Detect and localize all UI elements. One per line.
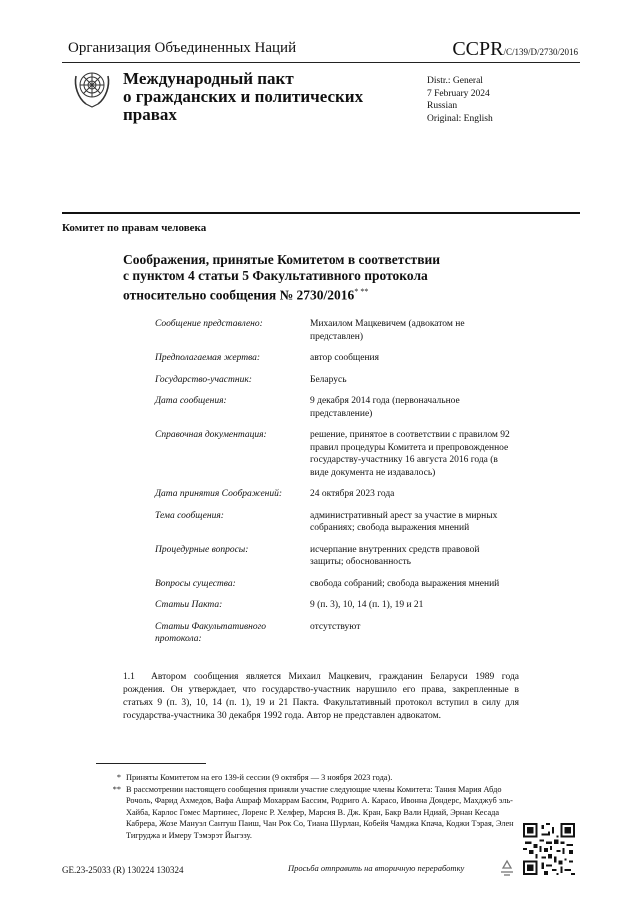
document-title [123, 70, 403, 124]
info-label: Справочная документация: [155, 430, 267, 440]
footnote-mark: ** [112, 784, 121, 794]
info-label: Дата принятия Соображений: [155, 489, 283, 499]
footnote-text: В рассмотрении настоящего сообщения приняли участие следующие члены Комитета: Тания Мария Абдо Рочоль, Фарид Ахмедов, Вафа Ашраф Мохаррам Бассим, Родриго А. Карасо, Ивонна Дондерс, Махджуб эль-Хайба, Карлос Гомес Мартинес, Лоренс Р. Хелфер, Марсия В. Дж. Кран, Бакр Вали Ндиай, Эрнан Кесада Кабрера, Жозе Мануэл Сантуш Паиш, Чан Рок Со, Тиана Шурлан, Кобейя Чамджа Кпача, Коджи Тэрая, Элен Тигруджа и Имеру Тэмэрэт Йыгэзу. [126, 784, 514, 840]
info-value: административный арест за участие в мирных собраниях; свобода выражения мнений [310, 510, 498, 533]
info-row [155, 510, 515, 535]
info-row [155, 429, 515, 479]
symbol-main: CCPR [452, 38, 504, 60]
heading-line-text: относительно сообщения № 2730/2016 [123, 287, 355, 303]
footnote-reference[interactable]: * ** [354, 287, 369, 296]
committee-name: Комитет по правам человека [62, 222, 207, 234]
footnote [104, 784, 520, 842]
info-label: Статьи Факультативного протокола: [155, 621, 267, 644]
title-line: о гражданских и политических [123, 87, 364, 106]
info-label: Предполагаемая жертва: [155, 353, 261, 363]
info-row [155, 395, 515, 420]
title-line: правах [123, 105, 177, 124]
symbol-rest: /C/139/D/2730/2016 [503, 47, 578, 57]
distr-line: Original: English [427, 113, 493, 124]
document-symbol [452, 38, 578, 61]
info-label: Вопросы существа: [155, 578, 236, 589]
info-row [155, 578, 515, 591]
info-label: Тема сообщения: [155, 510, 224, 521]
info-row [155, 621, 515, 646]
info-row [155, 352, 515, 365]
distribution-info [427, 75, 493, 125]
info-label: Государство-участник: [155, 374, 252, 385]
job-number: GE.23-25033 (R) 130224 130324 [62, 865, 184, 875]
paragraph-1-1 [123, 671, 519, 723]
footnote-mark: * [116, 773, 121, 782]
footnotes [104, 772, 520, 842]
footnote-text: Приняты Комитетом на его 139-й сессии (9 октября — 3 ноября 2023 года). [126, 773, 393, 782]
info-value: автор сообщения [310, 353, 379, 363]
info-value: Михаилом Мацкевичем (адвокатом не представлен) [310, 319, 465, 342]
recycle-icon [498, 859, 516, 877]
info-value: исчерпание внутренних средств правовой защиты; обоснованность [310, 544, 480, 567]
info-value: 9 (п. 3), 10, 14 (п. 1), 19 и 21 [310, 600, 424, 610]
paragraph-number: 1.1 [123, 672, 135, 682]
organization-name: Организация Объединенных Наций [68, 40, 297, 56]
info-value: 9 декабря 2014 года (первоначальное представление) [310, 396, 460, 419]
qr-code-icon [523, 823, 575, 875]
heading-line: Соображения, принятые Комитетом в соответствии [123, 252, 441, 267]
header-rule [62, 62, 580, 63]
info-label: Сообщение представлено: [155, 319, 263, 329]
info-value: Беларусь [310, 374, 347, 385]
heading-line [123, 284, 503, 304]
info-label: Статьи Пакта: [155, 600, 223, 610]
distr-line: Distr.: General [427, 76, 483, 86]
info-value: решение, принятое в соответствии с правилом 92 правил процедуры Комитета и препровожденное государству-участнику 16 августа 2016 года (в виде документа не издавалось) [310, 430, 510, 478]
info-row [155, 488, 515, 501]
info-row [155, 318, 515, 343]
recycle-notice: Просьба отправить на вторичную переработку [288, 863, 465, 873]
info-value: свобода собраний; свобода выражения мнений [310, 578, 500, 589]
section-rule [62, 212, 580, 214]
un-emblem-icon [70, 66, 114, 110]
distr-line: Russian [427, 101, 458, 111]
info-row [155, 544, 515, 569]
heading-line: с пунктом 4 статьи 5 Факультативного протокола [123, 268, 428, 283]
title-line: Международный пакт [123, 69, 294, 88]
info-value: отсутствуют [310, 621, 361, 632]
footnote-rule [96, 763, 206, 764]
info-row [155, 374, 515, 387]
info-label: Дата сообщения: [155, 396, 227, 406]
case-info-table [155, 318, 515, 655]
paragraph-text: Автором сообщения является Михаил Мацкевич, гражданин Беларуси 1989 года рождения. Он утверждает, что государство-участник нарушило его права, закрепленные в статьях 9 (п. 3), 10, 14 (п. 1), 19 и 21 Пакта. Факультативный протокол вступил в силу для государства-участника 30 декабря 1992 года. Автор не представлен адвокатом. [123, 672, 519, 721]
footnote [104, 772, 520, 784]
views-heading [123, 252, 503, 304]
info-row [155, 599, 515, 612]
info-label: Процедурные вопросы: [155, 544, 249, 555]
info-value: 24 октября 2023 года [310, 489, 395, 499]
distr-line: 7 February 2024 [427, 88, 490, 99]
